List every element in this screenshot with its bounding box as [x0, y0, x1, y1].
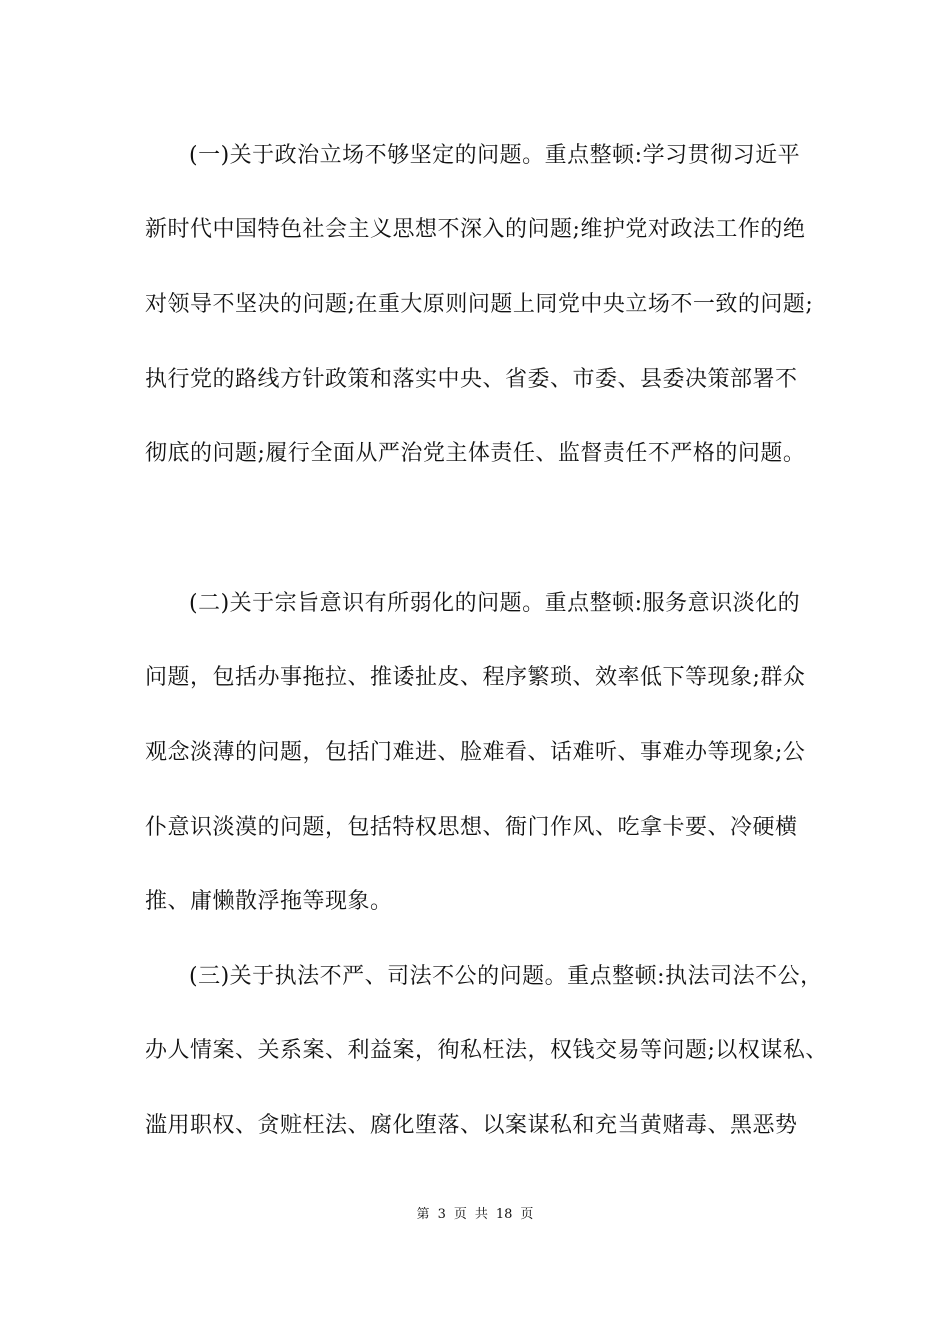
- paragraph-line: (三)关于执法不严、司法不公的问题。重点整顿:执法司法不公，: [189, 964, 823, 989]
- paragraph-line: 对领导不坚决的问题;在重大原则问题上同党中央立场不一致的问题;: [145, 292, 814, 317]
- paragraph-line: 观念淡薄的问题，包括门难进、脸难看、话难听、事难办等现象;公: [145, 740, 806, 765]
- paragraph-line: 滥用职权、贪赃枉法、腐化堕落、以案谋私和充当黄赌毒、黑恶势: [145, 1113, 798, 1138]
- paragraph-line: 问题，包括办事拖拉、推诿扯皮、程序繁琐、效率低下等现象;群众: [145, 665, 806, 690]
- paragraph-line: (一)关于政治立场不够坚定的问题。重点整顿:学习贯彻习近平: [189, 143, 801, 168]
- paragraph-line: 办人情案、关系案、利益案，徇私枉法，权钱交易等问题;以权谋私、: [145, 1038, 828, 1063]
- paragraph-line: 推、庸懒散浮拖等现象。: [145, 889, 393, 914]
- footer-page-word: 页: [453, 1207, 467, 1222]
- paragraph-line: 执行党的路线方针政策和落实中央、省委、市委、县委决策部署不: [145, 367, 798, 392]
- footer-current-page: 3: [437, 1207, 446, 1222]
- page-footer: [0, 1206, 950, 1224]
- paragraph-line: 彻底的问题;履行全面从严治党主体责任、监督责任不严格的问题。: [145, 441, 806, 466]
- footer-suffix: 页: [520, 1207, 534, 1222]
- paragraph-line: (二)关于宗旨意识有所弱化的问题。重点整顿:服务意识淡化的: [189, 591, 801, 616]
- footer-total-pages: 18: [495, 1207, 513, 1222]
- paragraph-line: 新时代中国特色社会主义思想不深入的问题;维护党对政法工作的绝: [145, 217, 806, 242]
- paragraph-line: 仆意识淡漠的问题，包括特权思想、衙门作风、吃拿卡要、冷硬横: [145, 815, 798, 840]
- footer-prefix: 第: [416, 1207, 430, 1222]
- footer-total-prefix: 共: [474, 1207, 488, 1222]
